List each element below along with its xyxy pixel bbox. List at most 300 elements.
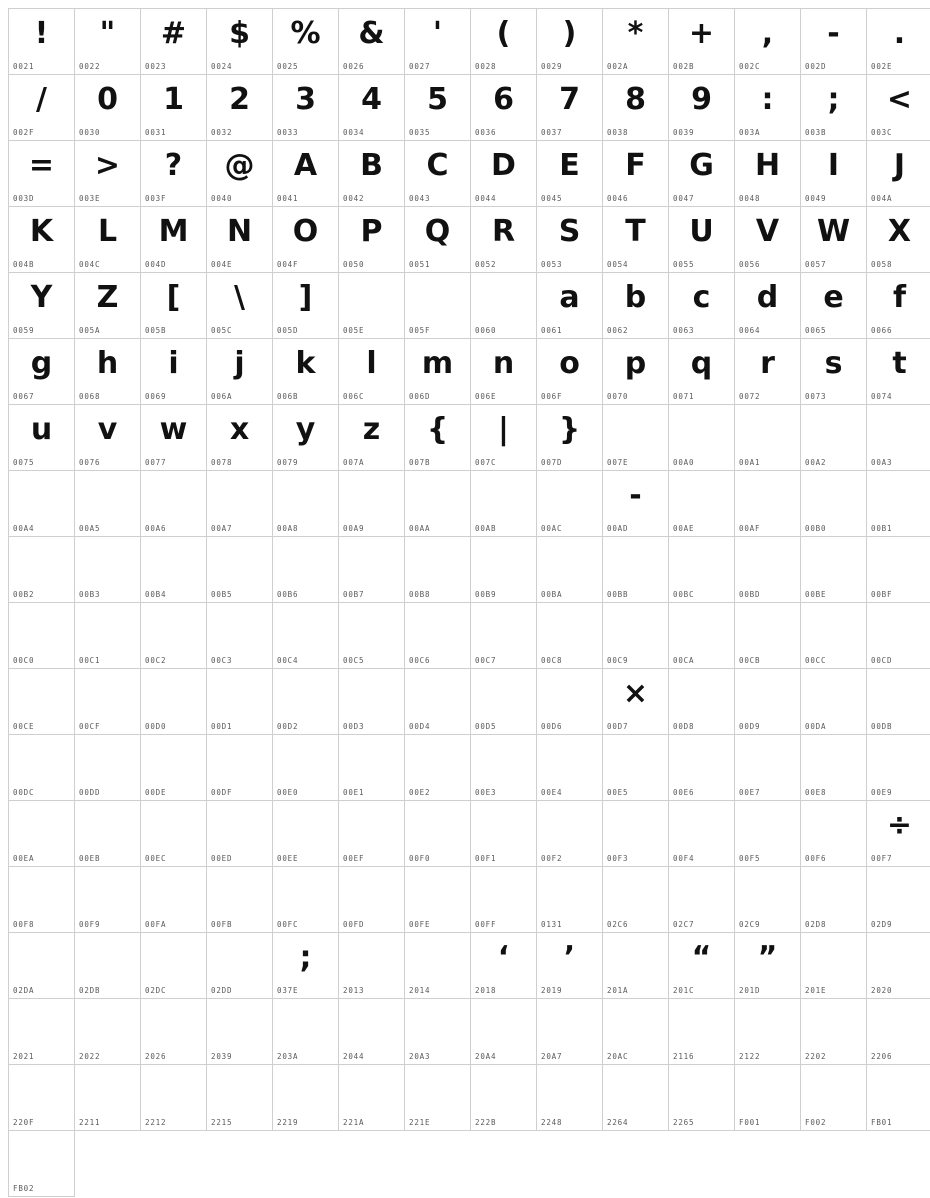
character-cell[interactable] [207,207,273,273]
character-cell[interactable] [75,207,141,273]
character-cell[interactable] [9,999,75,1065]
character-cell[interactable] [9,1065,75,1131]
character-cell[interactable] [867,735,930,801]
glyph-codepoint-label: 00BB [607,590,628,599]
character-cell[interactable] [207,537,273,603]
character-cell-inner [603,537,668,602]
character-cell[interactable] [537,603,603,669]
character-cell-inner [537,603,602,668]
character-cell[interactable] [9,603,75,669]
character-cell[interactable] [207,867,273,933]
glyph-codepoint-label: 00C1 [79,656,100,665]
glyph-codepoint-label: 00FC [277,920,298,929]
character-cell[interactable] [141,933,207,999]
character-cell[interactable] [75,273,141,339]
character-cell[interactable] [867,471,930,537]
character-cell[interactable] [867,405,930,471]
character-cell[interactable] [141,537,207,603]
character-cell[interactable] [867,9,930,75]
character-cell[interactable] [141,867,207,933]
character-cell[interactable] [603,933,669,999]
character-cell[interactable] [273,273,339,339]
character-cell[interactable] [801,273,867,339]
character-cell[interactable] [339,801,405,867]
character-cell[interactable] [735,339,801,405]
character-cell[interactable] [603,9,669,75]
character-cell[interactable] [735,867,801,933]
character-cell[interactable] [405,603,471,669]
character-cell[interactable] [471,141,537,207]
character-cell[interactable] [405,75,471,141]
character-cell[interactable] [867,273,930,339]
character-cell[interactable] [537,801,603,867]
character-cell[interactable] [471,405,537,471]
glyph-codepoint-label: 0050 [343,260,364,269]
character-map-row [9,1065,930,1131]
character-cell[interactable] [141,471,207,537]
character-cell[interactable] [801,867,867,933]
character-cell[interactable] [471,1065,537,1131]
character-cell[interactable] [669,75,735,141]
character-cell[interactable] [735,405,801,471]
character-cell[interactable] [669,141,735,207]
character-cell-empty [339,1131,405,1197]
character-cell[interactable] [603,273,669,339]
character-cell-inner [867,273,930,338]
character-cell[interactable] [735,999,801,1065]
character-cell[interactable] [75,669,141,735]
character-cell[interactable] [735,273,801,339]
character-cell[interactable] [207,141,273,207]
character-cell[interactable] [669,339,735,405]
character-cell[interactable] [537,669,603,735]
character-cell[interactable] [9,537,75,603]
character-cell[interactable] [735,735,801,801]
character-cell-inner [669,603,734,668]
character-cell[interactable] [867,537,930,603]
character-cell[interactable] [735,933,801,999]
character-cell-inner [273,933,338,998]
character-cell[interactable] [669,273,735,339]
character-cell[interactable] [867,669,930,735]
character-cell[interactable] [405,537,471,603]
character-cell[interactable] [471,669,537,735]
glyph-preview: a [537,277,602,319]
character-cell[interactable] [75,801,141,867]
character-cell[interactable] [207,471,273,537]
character-cell[interactable] [339,537,405,603]
character-cell[interactable] [9,273,75,339]
character-cell[interactable] [273,471,339,537]
character-cell[interactable] [603,537,669,603]
glyph-codepoint-label: 00F3 [607,854,628,863]
glyph-codepoint-label: 201D [739,986,760,995]
character-cell[interactable] [339,735,405,801]
character-cell[interactable] [75,867,141,933]
character-cell-empty [471,1131,537,1197]
character-cell[interactable] [537,471,603,537]
character-cell[interactable] [471,273,537,339]
character-cell[interactable] [471,867,537,933]
glyph-codepoint-label: 006F [541,392,562,401]
character-cell[interactable] [273,801,339,867]
character-cell[interactable] [273,669,339,735]
character-cell-inner [207,999,272,1064]
character-cell[interactable] [141,141,207,207]
character-cell[interactable] [735,537,801,603]
character-cell[interactable] [669,933,735,999]
character-cell[interactable] [471,75,537,141]
character-cell[interactable] [405,999,471,1065]
character-cell[interactable] [735,603,801,669]
glyph-codepoint-label: 00EC [145,854,166,863]
character-cell[interactable] [867,603,930,669]
character-cell[interactable] [75,75,141,141]
glyph-preview: F [603,145,668,187]
character-cell[interactable] [339,1065,405,1131]
character-cell[interactable] [75,405,141,471]
character-cell[interactable] [471,471,537,537]
character-cell[interactable] [207,1065,273,1131]
character-cell[interactable] [9,9,75,75]
character-cell-inner [9,603,74,668]
character-cell[interactable] [801,801,867,867]
character-cell[interactable] [537,867,603,933]
character-cell[interactable] [537,537,603,603]
character-cell[interactable] [537,999,603,1065]
character-cell[interactable] [141,9,207,75]
character-cell[interactable] [75,537,141,603]
glyph-preview: + [669,13,734,55]
glyph-codepoint-label: 220F [13,1118,34,1127]
character-cell-inner [405,603,470,668]
glyph-codepoint-label: 00C2 [145,656,166,665]
character-cell[interactable] [537,405,603,471]
character-cell[interactable] [801,735,867,801]
character-cell[interactable] [141,603,207,669]
character-cell[interactable] [75,933,141,999]
character-cell[interactable] [735,669,801,735]
character-cell-inner [75,339,140,404]
character-cell[interactable] [537,9,603,75]
character-cell[interactable] [603,339,669,405]
character-cell[interactable] [537,273,603,339]
character-cell[interactable] [669,207,735,273]
character-cell-inner [603,603,668,668]
character-cell[interactable] [207,405,273,471]
character-cell[interactable] [339,141,405,207]
glyph-codepoint-label: 004C [79,260,100,269]
character-cell[interactable] [669,669,735,735]
character-cell[interactable] [339,603,405,669]
character-cell[interactable] [735,801,801,867]
character-cell[interactable] [471,207,537,273]
character-cell[interactable] [867,867,930,933]
character-cell[interactable] [471,603,537,669]
character-cell[interactable] [75,141,141,207]
character-cell[interactable] [141,669,207,735]
character-cell-inner [405,207,470,272]
character-cell[interactable] [603,471,669,537]
character-cell[interactable] [9,933,75,999]
character-cell[interactable] [471,735,537,801]
character-cell[interactable] [339,933,405,999]
character-cell[interactable] [603,405,669,471]
character-cell[interactable] [273,1065,339,1131]
character-cell[interactable] [801,1065,867,1131]
glyph-codepoint-label: 00DA [805,722,826,731]
character-cell[interactable] [405,273,471,339]
character-cell-inner [273,867,338,932]
glyph-codepoint-label: 00C3 [211,656,232,665]
character-cell[interactable] [669,9,735,75]
character-cell[interactable] [537,1065,603,1131]
character-cell[interactable] [867,999,930,1065]
character-cell[interactable] [471,933,537,999]
character-cell[interactable] [603,141,669,207]
character-cell[interactable] [339,471,405,537]
character-cell[interactable] [801,603,867,669]
glyph-codepoint-label: 005F [409,326,430,335]
character-cell[interactable] [471,339,537,405]
character-cell[interactable] [801,339,867,405]
character-cell[interactable] [867,75,930,141]
character-cell[interactable] [273,405,339,471]
character-cell[interactable] [405,1065,471,1131]
character-cell[interactable] [471,537,537,603]
character-cell[interactable] [801,669,867,735]
character-cell-inner [339,339,404,404]
character-cell[interactable] [405,405,471,471]
character-cell[interactable] [867,1065,930,1131]
character-cell[interactable] [735,471,801,537]
glyph-codepoint-label: 00BF [871,590,892,599]
glyph-codepoint-label: 0067 [13,392,34,401]
character-cell-inner [801,603,866,668]
character-cell[interactable] [669,801,735,867]
character-cell[interactable] [801,9,867,75]
character-cell[interactable] [9,75,75,141]
glyph-preview: 9 [669,79,734,121]
character-cell[interactable] [273,9,339,75]
character-cell[interactable] [669,867,735,933]
character-cell[interactable] [207,669,273,735]
character-cell[interactable] [537,141,603,207]
character-cell[interactable] [75,9,141,75]
character-cell[interactable] [141,273,207,339]
character-cell[interactable] [273,141,339,207]
character-cell[interactable] [867,339,930,405]
character-cell[interactable] [141,999,207,1065]
character-cell[interactable] [801,999,867,1065]
character-cell[interactable] [9,141,75,207]
character-cell[interactable] [801,207,867,273]
character-cell[interactable] [273,537,339,603]
character-cell[interactable] [273,75,339,141]
character-cell[interactable] [603,801,669,867]
character-cell[interactable] [801,405,867,471]
glyph-preview: H [735,145,800,187]
character-cell-inner [867,801,930,866]
character-cell[interactable] [603,669,669,735]
character-cell[interactable] [339,669,405,735]
character-cell[interactable] [9,1131,75,1197]
character-cell[interactable] [141,75,207,141]
character-cell[interactable] [537,75,603,141]
character-cell[interactable] [669,735,735,801]
character-cell[interactable] [735,9,801,75]
character-cell[interactable] [9,207,75,273]
character-cell[interactable] [669,471,735,537]
character-cell[interactable] [339,273,405,339]
character-cell[interactable] [207,75,273,141]
character-cell[interactable] [75,471,141,537]
character-cell[interactable] [141,339,207,405]
character-cell[interactable] [405,801,471,867]
character-cell[interactable] [405,669,471,735]
character-cell[interactable] [405,207,471,273]
character-cell[interactable] [471,801,537,867]
character-cell[interactable] [405,867,471,933]
character-cell[interactable] [801,75,867,141]
glyph-codepoint-label: 00E5 [607,788,628,797]
character-cell[interactable] [339,405,405,471]
character-cell[interactable] [735,141,801,207]
character-cell[interactable] [273,735,339,801]
character-cell[interactable] [141,207,207,273]
character-cell[interactable] [273,867,339,933]
character-cell[interactable] [339,999,405,1065]
character-cell[interactable] [75,603,141,669]
character-cell[interactable] [141,1065,207,1131]
character-cell[interactable] [141,405,207,471]
character-cell[interactable] [273,207,339,273]
character-cell[interactable] [867,207,930,273]
character-cell[interactable] [867,801,930,867]
character-cell[interactable] [669,1065,735,1131]
character-cell[interactable] [603,735,669,801]
glyph-codepoint-label: FB01 [871,1118,892,1127]
character-cell[interactable] [603,75,669,141]
character-cell[interactable] [75,1065,141,1131]
character-map-grid [8,8,930,1197]
character-cell[interactable] [471,999,537,1065]
character-cell[interactable] [207,9,273,75]
character-cell[interactable] [603,867,669,933]
glyph-codepoint-label: F002 [805,1118,826,1127]
glyph-codepoint-label: 0029 [541,62,562,71]
character-cell[interactable] [669,999,735,1065]
character-cell-inner [603,273,668,338]
character-cell[interactable] [273,933,339,999]
character-cell[interactable] [405,339,471,405]
character-cell[interactable] [603,207,669,273]
character-cell[interactable] [405,9,471,75]
character-cell[interactable] [603,603,669,669]
character-cell[interactable] [9,339,75,405]
character-cell-inner [735,735,800,800]
glyph-codepoint-label: 0021 [13,62,34,71]
character-cell[interactable] [603,1065,669,1131]
character-cell[interactable] [9,471,75,537]
character-cell[interactable] [9,405,75,471]
character-cell[interactable] [207,801,273,867]
character-cell-inner [405,405,470,470]
character-cell[interactable] [867,933,930,999]
character-cell[interactable] [603,999,669,1065]
character-cell[interactable] [9,801,75,867]
character-cell[interactable] [801,471,867,537]
character-cell[interactable] [339,9,405,75]
character-cell[interactable] [339,867,405,933]
character-cell[interactable] [339,207,405,273]
character-cell-inner [603,9,668,74]
character-cell[interactable] [75,735,141,801]
character-cell[interactable] [801,537,867,603]
character-cell[interactable] [339,75,405,141]
glyph-preview: k [273,343,338,385]
character-cell[interactable] [75,339,141,405]
character-cell[interactable] [669,603,735,669]
glyph-codepoint-label: 00E6 [673,788,694,797]
character-cell[interactable] [537,933,603,999]
character-cell[interactable] [207,933,273,999]
character-cell-inner [339,75,404,140]
character-cell[interactable] [735,1065,801,1131]
glyph-codepoint-label: 0045 [541,194,562,203]
character-cell[interactable] [405,933,471,999]
character-cell-inner [273,141,338,206]
character-cell[interactable] [75,999,141,1065]
character-cell[interactable] [405,471,471,537]
character-cell-inner [273,405,338,470]
glyph-codepoint-label: 00D3 [343,722,364,731]
character-cell[interactable] [669,537,735,603]
character-cell[interactable] [141,735,207,801]
character-cell[interactable] [207,603,273,669]
glyph-codepoint-label: 00EB [79,854,100,863]
glyph-preview: i [141,343,206,385]
character-cell-inner [273,207,338,272]
character-cell[interactable] [207,735,273,801]
character-cell[interactable] [735,75,801,141]
character-cell[interactable] [537,339,603,405]
character-cell[interactable] [207,999,273,1065]
character-cell[interactable] [867,141,930,207]
character-cell[interactable] [207,339,273,405]
character-cell[interactable] [669,405,735,471]
character-cell[interactable] [207,273,273,339]
character-cell[interactable] [9,669,75,735]
character-cell[interactable] [339,339,405,405]
character-cell[interactable] [537,735,603,801]
character-cell[interactable] [735,207,801,273]
character-cell[interactable] [9,735,75,801]
character-cell[interactable] [537,207,603,273]
character-cell[interactable] [405,141,471,207]
character-cell[interactable] [405,735,471,801]
character-cell[interactable] [471,9,537,75]
character-cell[interactable] [273,999,339,1065]
character-cell[interactable] [801,141,867,207]
character-cell[interactable] [9,867,75,933]
character-cell-inner [207,471,272,536]
character-cell[interactable] [273,603,339,669]
character-cell[interactable] [801,933,867,999]
character-cell[interactable] [273,339,339,405]
glyph-codepoint-label: 0072 [739,392,760,401]
character-cell[interactable] [141,801,207,867]
